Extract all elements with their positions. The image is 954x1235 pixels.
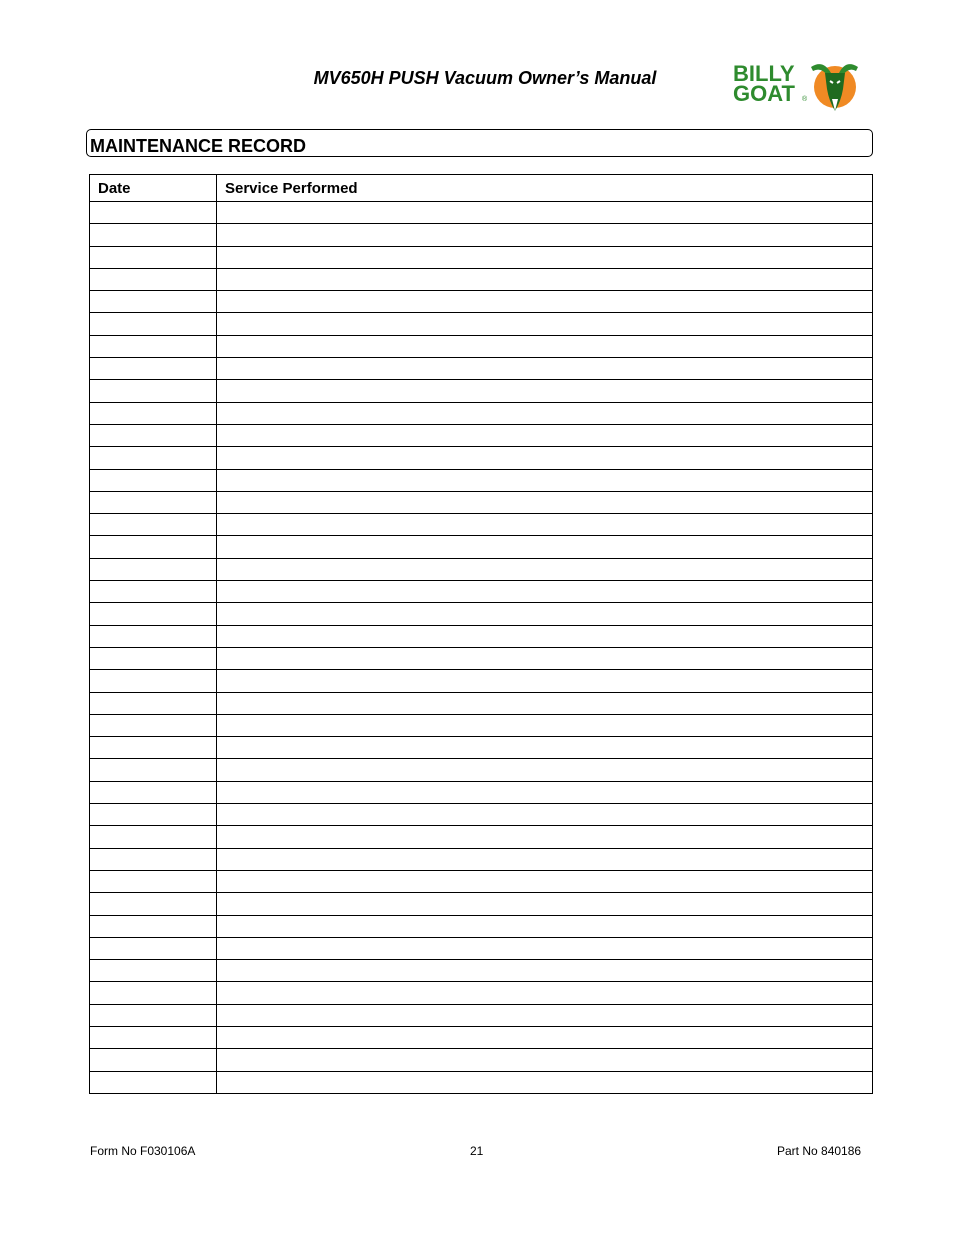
- billy-goat-logo: [731, 57, 859, 113]
- service-cell: [217, 960, 873, 982]
- service-cell: [217, 1071, 873, 1093]
- table-row: [90, 380, 873, 402]
- table-row: [90, 291, 873, 313]
- table-row: [90, 870, 873, 892]
- date-cell: [90, 1026, 217, 1048]
- service-column-header: Service Performed: [217, 175, 873, 202]
- service-cell: [217, 826, 873, 848]
- table-row: [90, 202, 873, 224]
- service-cell: [217, 692, 873, 714]
- service-cell: [217, 558, 873, 580]
- table-row: [90, 848, 873, 870]
- table-row: [90, 358, 873, 380]
- table-row: [90, 536, 873, 558]
- service-cell: [217, 536, 873, 558]
- date-cell: [90, 670, 217, 692]
- service-cell: [217, 291, 873, 313]
- date-cell: [90, 625, 217, 647]
- service-cell: [217, 670, 873, 692]
- date-cell: [90, 291, 217, 313]
- service-cell: [217, 380, 873, 402]
- form-number: Form No F030106A: [90, 1144, 196, 1158]
- section-title: MAINTENANCE RECORD: [90, 136, 306, 156]
- table-row: [90, 960, 873, 982]
- date-cell: [90, 826, 217, 848]
- date-cell: [90, 1049, 217, 1071]
- service-cell: [217, 603, 873, 625]
- service-cell: [217, 224, 873, 246]
- table-row: [90, 893, 873, 915]
- table-row: [90, 915, 873, 937]
- table-row: [90, 1026, 873, 1048]
- date-cell: [90, 647, 217, 669]
- table-row: [90, 625, 873, 647]
- date-cell: [90, 915, 217, 937]
- date-cell: [90, 1004, 217, 1026]
- date-cell: [90, 804, 217, 826]
- service-cell: [217, 737, 873, 759]
- date-cell: [90, 848, 217, 870]
- page-number: 21: [470, 1144, 484, 1158]
- table-row: [90, 246, 873, 268]
- date-cell: [90, 737, 217, 759]
- date-column-header: Date: [90, 175, 217, 202]
- table-row: [90, 402, 873, 424]
- table-row: [90, 424, 873, 446]
- service-cell: [217, 625, 873, 647]
- date-cell: [90, 1071, 217, 1093]
- date-cell: [90, 202, 217, 224]
- table-row: [90, 714, 873, 736]
- service-cell: [217, 424, 873, 446]
- service-cell: [217, 647, 873, 669]
- date-cell: [90, 870, 217, 892]
- table-row: [90, 491, 873, 513]
- service-cell: [217, 870, 873, 892]
- table-row: [90, 1071, 873, 1093]
- service-cell: [217, 759, 873, 781]
- table-row: [90, 558, 873, 580]
- date-cell: [90, 937, 217, 959]
- table-row: [90, 224, 873, 246]
- part-number: Part No 840186: [777, 1144, 862, 1158]
- date-cell: [90, 447, 217, 469]
- date-cell: [90, 714, 217, 736]
- date-cell: [90, 514, 217, 536]
- table-row: [90, 447, 873, 469]
- table-row: [90, 1004, 873, 1026]
- table-row: [90, 1049, 873, 1071]
- date-cell: [90, 982, 217, 1004]
- service-cell: [217, 469, 873, 491]
- date-cell: [90, 246, 217, 268]
- date-cell: [90, 380, 217, 402]
- section-header: [86, 129, 873, 157]
- table-row: [90, 737, 873, 759]
- service-cell: [217, 982, 873, 1004]
- date-cell: [90, 781, 217, 803]
- table-row: [90, 268, 873, 290]
- date-cell: [90, 224, 217, 246]
- service-cell: [217, 335, 873, 357]
- date-cell: [90, 424, 217, 446]
- service-cell: [217, 202, 873, 224]
- date-cell: [90, 358, 217, 380]
- service-cell: [217, 1026, 873, 1048]
- table-row: [90, 692, 873, 714]
- date-cell: [90, 268, 217, 290]
- service-cell: [217, 246, 873, 268]
- maintenance-record-table: [89, 174, 873, 1094]
- service-cell: [217, 848, 873, 870]
- table-row: [90, 335, 873, 357]
- date-cell: [90, 313, 217, 335]
- table-row: [90, 469, 873, 491]
- service-cell: [217, 804, 873, 826]
- date-cell: [90, 558, 217, 580]
- service-cell: [217, 714, 873, 736]
- table-row: [90, 514, 873, 536]
- document-title: MV650H PUSH Vacuum Owner’s Manual: [313, 68, 657, 88]
- service-cell: [217, 402, 873, 424]
- date-cell: [90, 536, 217, 558]
- svg-text:BILLY: BILLY: [733, 61, 795, 86]
- service-cell: [217, 893, 873, 915]
- service-cell: [217, 447, 873, 469]
- service-cell: [217, 937, 873, 959]
- table-row: [90, 804, 873, 826]
- date-cell: [90, 335, 217, 357]
- table-row: [90, 603, 873, 625]
- service-cell: [217, 268, 873, 290]
- table-row: [90, 759, 873, 781]
- service-cell: [217, 781, 873, 803]
- table-row: [90, 826, 873, 848]
- service-cell: [217, 313, 873, 335]
- table-row: [90, 781, 873, 803]
- svg-text:®: ®: [802, 96, 808, 103]
- date-cell: [90, 603, 217, 625]
- table-row: [90, 937, 873, 959]
- date-cell: [90, 893, 217, 915]
- table-row: [90, 581, 873, 603]
- date-cell: [90, 469, 217, 491]
- service-cell: [217, 915, 873, 937]
- table-row: [90, 647, 873, 669]
- date-cell: [90, 960, 217, 982]
- service-cell: [217, 358, 873, 380]
- date-cell: [90, 692, 217, 714]
- service-cell: [217, 491, 873, 513]
- service-cell: [217, 1004, 873, 1026]
- svg-text:GOAT: GOAT: [733, 81, 795, 106]
- table-row: [90, 982, 873, 1004]
- date-cell: [90, 581, 217, 603]
- date-cell: [90, 491, 217, 513]
- table-body: [90, 202, 873, 1094]
- date-cell: [90, 759, 217, 781]
- date-cell: [90, 402, 217, 424]
- service-cell: [217, 514, 873, 536]
- service-cell: [217, 581, 873, 603]
- table-header-row: [90, 175, 873, 202]
- table-row: [90, 313, 873, 335]
- table-row: [90, 670, 873, 692]
- goat-head-icon: [731, 57, 859, 113]
- service-cell: [217, 1049, 873, 1071]
